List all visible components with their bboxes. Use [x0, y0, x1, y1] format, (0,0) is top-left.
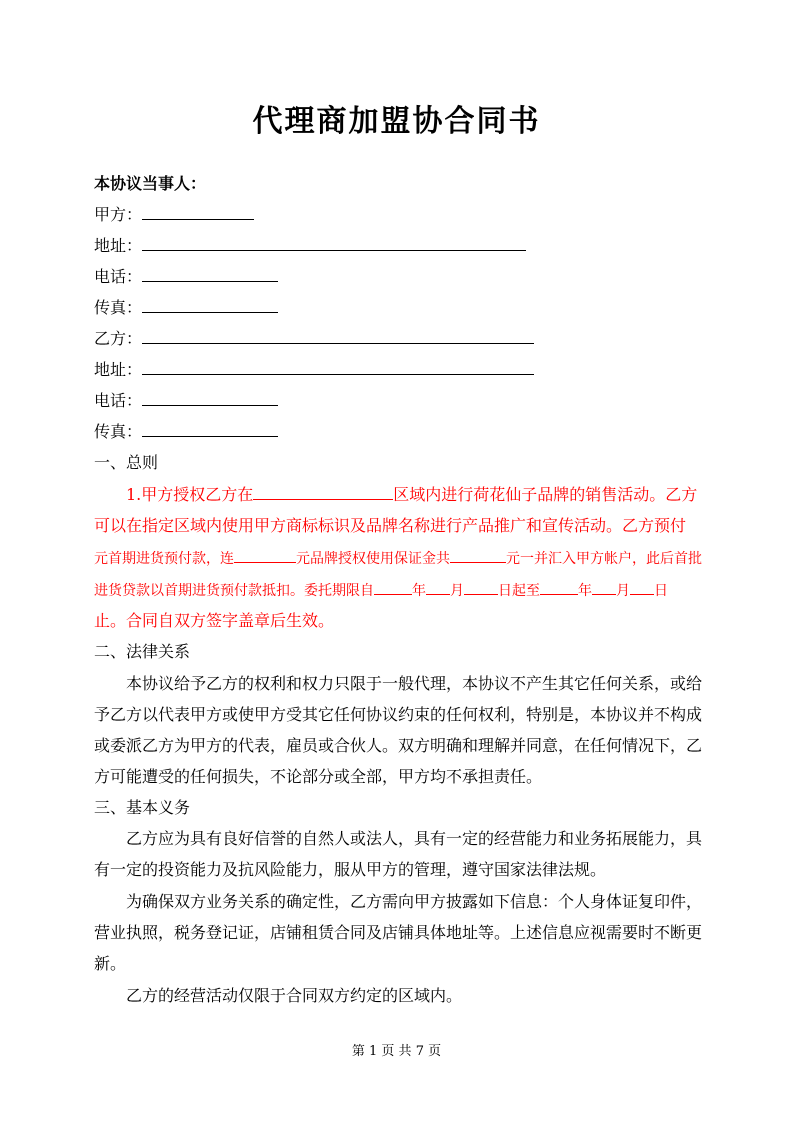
section1-text: 年	[412, 583, 426, 599]
section1-text: 1.甲方授权乙方在	[126, 485, 254, 504]
address-b-label: 地址：	[94, 360, 143, 379]
section1-text: 区域内进行荷花仙子品牌的销售活动。乙方	[393, 485, 698, 504]
phone-a-label: 电话：	[94, 267, 143, 286]
fax-a-label: 传真：	[94, 298, 143, 317]
section2-line1: 本协议给予乙方的权利和权力只限于一般代理，本协议不产生其它任何关系，或给	[126, 674, 703, 693]
section2-line4: 方可能遭受的任何损失，不论部分或全部，甲方均不承担责任。	[94, 767, 543, 786]
section3-p2-line3: 新。	[94, 954, 127, 973]
region-blank[interactable]	[253, 485, 393, 500]
address-b-line	[94, 360, 534, 380]
fax-b-line	[94, 422, 278, 442]
section1-line4	[94, 580, 668, 601]
section1-text: 日起至	[498, 583, 540, 599]
party-b-label: 乙方：	[94, 329, 143, 348]
section3-p1-line1: 乙方应为具有良好信誉的自然人或法人，具有一定的经营能力和业务拓展能力，具	[126, 829, 703, 848]
address-a-label: 地址：	[94, 236, 143, 255]
end-month-blank[interactable]	[592, 580, 616, 595]
start-day-blank[interactable]	[464, 580, 498, 595]
section3-p1-line2: 有一定的投资能力及抗风险能力，服从甲方的管理，遵守国家法律法规。	[94, 860, 607, 879]
section3-p3-line1: 乙方的经营活动仅限于合同双方约定的区域内。	[126, 986, 463, 1005]
party-a-line	[94, 205, 254, 225]
party-b-blank[interactable]	[142, 329, 534, 344]
section1-text: 元首期进货预付款，连	[94, 551, 234, 567]
party-a-label: 甲方：	[94, 205, 143, 224]
section1-line5: 止。合同自双方签字盖章后生效。	[94, 611, 335, 630]
section3-heading: 三、基本义务	[94, 798, 191, 817]
party-b-line	[94, 329, 534, 349]
fax-a-line	[94, 298, 278, 318]
page-number: 第 1 页 共 7 页	[351, 1044, 442, 1059]
phone-b-line	[94, 391, 278, 411]
section1-text: 日	[654, 583, 668, 599]
end-day-blank[interactable]	[630, 580, 654, 595]
start-month-blank[interactable]	[426, 580, 450, 595]
section1-text: 年	[578, 583, 592, 599]
fax-a-blank[interactable]	[142, 298, 278, 313]
fax-b-label: 传真：	[94, 422, 143, 441]
document-title: 代理商加盟协合同书	[252, 104, 541, 139]
address-a-blank[interactable]	[142, 236, 526, 251]
section1-text: 月	[616, 583, 630, 599]
total-blank[interactable]	[450, 548, 506, 563]
section1-text: 月	[450, 583, 464, 599]
section1-line2: 可以在指定区域内使用甲方商标标识及品牌名称进行产品推广和宣传活动。乙方预付	[94, 516, 687, 535]
section2-line2: 予乙方以代表甲方或使甲方受其它任何协议约束的任何权利，特别是，本协议并不构成	[94, 705, 703, 724]
section1-text: 进货贷款以首期进货预付款抵扣。委托期限自	[94, 583, 374, 599]
start-year-blank[interactable]	[374, 580, 412, 595]
phone-a-line	[94, 267, 278, 287]
section3-p2-line1: 为确保双方业务关系的确定性，乙方需向甲方披露如下信息：个人身体证复印件，	[126, 892, 703, 911]
end-year-blank[interactable]	[540, 580, 578, 595]
section1-line3	[94, 548, 702, 569]
party-a-blank[interactable]	[142, 205, 254, 220]
fax-b-blank[interactable]	[142, 422, 278, 437]
section1-text: 元一并汇入甲方帐户，此后首批	[506, 551, 702, 567]
parties-heading: 本协议当事人：	[94, 174, 207, 193]
phone-b-blank[interactable]	[142, 391, 278, 406]
phone-a-blank[interactable]	[142, 267, 278, 282]
deposit-blank[interactable]	[234, 548, 296, 563]
section3-p2-line2: 营业执照，税务登记证，店铺租赁合同及店铺具体地址等。上述信息应视需要时不断更	[94, 923, 703, 942]
section1-line1	[126, 485, 697, 505]
address-b-blank[interactable]	[142, 360, 534, 375]
address-a-line	[94, 236, 526, 256]
section1-heading: 一、总则	[94, 453, 159, 472]
section1-text: 元品牌授权使用保证金共	[296, 551, 450, 567]
phone-b-label: 电话：	[94, 391, 143, 410]
section2-heading: 二、法律关系	[94, 642, 191, 661]
section2-line3: 或委派乙方为甲方的代表，雇员或合伙人。双方明确和理解并同意，在任何情况下，乙	[94, 736, 703, 755]
